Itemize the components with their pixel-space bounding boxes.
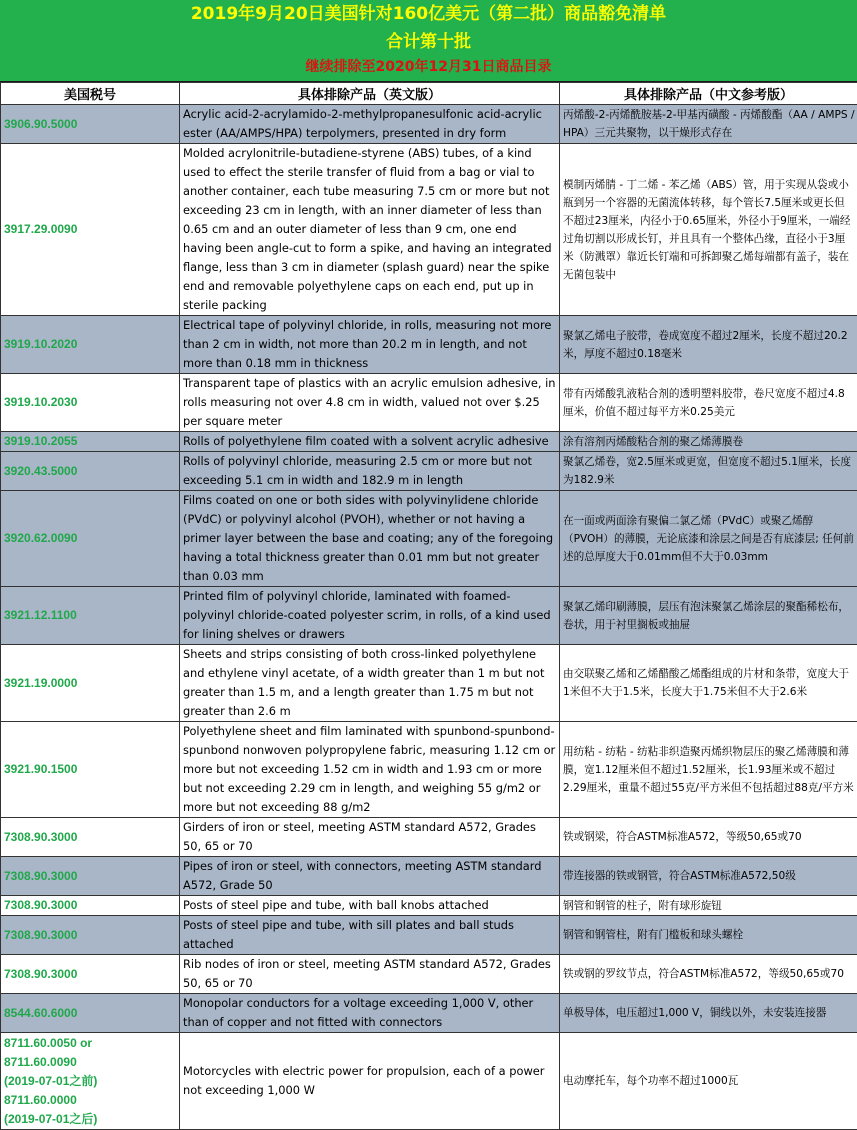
product-description-zh: 丙烯酸-2-丙烯酰胺基-2-甲基丙磺酸 - 丙烯酸酯（AA / AMPS / HPA）三元共聚物，以干燥形式存在 — [560, 105, 857, 144]
tariff-code: 3921.19.0000 — [1, 645, 180, 722]
table-row — [1, 316, 857, 374]
product-description-en: Rolls of polyvinyl chloride, measuring 2.5 cm or more but not exceeding 5.1 cm in width and 182.9 m in length — [180, 452, 560, 491]
product-description-en: Posts of steel pipe and tube, with sill plates and ball studs attached — [180, 916, 560, 955]
tariff-code: 3921.90.1500 — [1, 722, 180, 818]
product-description-zh: 用纺粘 - 纺粘 - 纺粘非织造聚丙烯织物层压的聚乙烯薄膜和薄膜，宽1.12厘米但不超过1.52厘米，长1.93厘米或不超过2.29厘米，重量不超过55克/平方米但不包括超过88克/平方米 — [560, 722, 857, 818]
product-description-en: Acrylic acid-2-acrylamido-2-methylpropanesulfonic acid-acrylic ester (AA/AMPS/HPA) terpolymers, presented in dry form — [180, 105, 560, 144]
table-row — [1, 645, 857, 722]
product-description-en: Monopolar conductors for a voltage exceeding 1,000 V, other than of copper and not fitted with connectors — [180, 994, 560, 1033]
product-description-zh: 聚氯乙烯印刷薄膜，层压有泡沫聚氯乙烯涂层的聚酯稀松布，卷状，用于衬里搁板或抽屉 — [560, 587, 857, 645]
tariff-code: 7308.90.3000 — [1, 955, 180, 994]
product-description-en: Electrical tape of polyvinyl chloride, in rolls, measuring not more than 2 cm in width, not more than 20.2 m in length, and not more than 0.18 mm in thickness — [180, 316, 560, 374]
table-row — [1, 818, 857, 857]
table-header-row — [1, 83, 857, 105]
table-row — [1, 432, 857, 452]
table-row — [1, 722, 857, 818]
product-description-zh: 聚氯乙烯卷，宽2.5厘米或更宽，但宽度不超过5.1厘米，长度为182.9米 — [560, 452, 857, 491]
product-description-zh: 单极导体，电压超过1,000 V，铜线以外，未安装连接器 — [560, 994, 857, 1033]
product-description-zh: 聚氯乙烯电子胶带，卷成宽度不超过2厘米，长度不超过20.2米，厚度不超过0.18毫米 — [560, 316, 857, 374]
table-row — [1, 1033, 857, 1130]
tariff-code: 3919.10.2020 — [1, 316, 180, 374]
product-description-en: Films coated on one or both sides with polyvinylidene chloride (PVdC) or polyvinyl alcohol (PVOH), whether or not having a primer layer between the base and coating; any of the foregoing having a total thickness greater than 0.01 mm but not greater than 0.03 mm — [180, 491, 560, 587]
table-row — [1, 374, 857, 432]
title-banner — [0, 0, 857, 82]
product-description-zh: 铁或钢的罗纹节点，符合ASTM标准A572，等级50,65或70 — [560, 955, 857, 994]
tariff-code: 3919.10.2055 — [1, 432, 180, 452]
product-description-en: Sheets and strips consisting of both cross-linked polyethylene and ethylene vinyl acetate, of a width greater than 1 m but not greater than 1.5 m, and a length greater than 1.75 m but not greater than 2.6 m — [180, 645, 560, 722]
batch-label: 合计第十批 — [0, 28, 857, 56]
table-row — [1, 857, 857, 896]
table-row — [1, 105, 857, 144]
product-description-zh: 带连接器的铁或钢管，符合ASTM标准A572,50级 — [560, 857, 857, 896]
product-description-en: Motorcycles with electric power for propulsion, each of a power not exceeding 1,000 W — [180, 1033, 560, 1130]
tariff-code: 7308.90.3000 — [1, 896, 180, 916]
product-description-en: Posts of steel pipe and tube, with ball knobs attached — [180, 896, 560, 916]
product-description-en: Pipes of iron or steel, with connectors, meeting ASTM standard A572, Grade 50 — [180, 857, 560, 896]
product-description-zh: 模制丙烯腈 - 丁二烯 - 苯乙烯（ABS）管，用于实现从袋或小瓶到另一个容器的无菌流体转移，每个管长7.5厘米或更长但不超过23厘米，内径小于0.65厘米，外径小于9厘米，一端经过角切割以形成长钉，并且具有一个整体凸缘，直径小于3厘米（防溅罩）靠近长钉端和可拆卸聚乙烯每端都有盖子，装在无菌包装中 — [560, 144, 857, 316]
product-description-zh: 电动摩托车，每个功率不超过1000瓦 — [560, 1033, 857, 1130]
tariff-code: 3919.10.2030 — [1, 374, 180, 432]
tariff-code: 3906.90.5000 — [1, 105, 180, 144]
tariff-code: 7308.90.3000 — [1, 818, 180, 857]
tariff-code: 3921.12.1100 — [1, 587, 180, 645]
document-title: 2019年9月20日美国针对160亿美元（第二批）商品豁免清单 — [0, 0, 857, 28]
extension-subtitle: 继续排除至2020年12月31日商品目录 — [0, 56, 857, 80]
column-header-english: 具体排除产品（英文版） — [180, 83, 560, 105]
product-description-zh: 由交联聚乙烯和乙烯醋酸乙烯酯组成的片材和条带，宽度大于1米但不大于1.5米，长度大于1.75米但不大于2.6米 — [560, 645, 857, 722]
product-description-zh: 钢管和钢管柱，附有门槛板和球头螺栓 — [560, 916, 857, 955]
product-description-en: Polyethylene sheet and film laminated with spunbond-spunbond-spunbond nonwoven polypropylene fabric, measuring 1.12 cm or more but not exceeding 1.52 cm in width and 1.93 cm or more but not exceeding 2.29 cm in length, and weighing 55 g/m2 or more but not exceeding 88 g/m2 — [180, 722, 560, 818]
column-header-chinese: 具体排除产品（中文参考版） — [560, 83, 857, 105]
column-header-code: 美国税号 — [1, 83, 180, 105]
tariff-code: 3920.62.0090 — [1, 491, 180, 587]
product-description-zh: 带有丙烯酸乳液粘合剂的透明塑料胶带，卷尺宽度不超过4.8厘米，价值不超过每平方米0.25美元 — [560, 374, 857, 432]
tariff-code: 7308.90.3000 — [1, 916, 180, 955]
product-description-zh: 钢管和钢管的柱子，附有球形旋钮 — [560, 896, 857, 916]
product-description-en: Rib nodes of iron or steel, meeting ASTM standard A572, Grades 50, 65 or 70 — [180, 955, 560, 994]
table-row — [1, 587, 857, 645]
tariff-code: 8711.60.0050 or 8711.60.0090 (2019-07-01之前) 8711.60.0000 (2019-07-01之后) — [1, 1033, 180, 1130]
table-row — [1, 916, 857, 955]
tariff-code: 3917.29.0090 — [1, 144, 180, 316]
tariff-code: 7308.90.3000 — [1, 857, 180, 896]
product-description-en: Printed film of polyvinyl chloride, laminated with foamed-polyvinyl chloride-coated polyester scrim, in rolls, of a kind used for lining shelves or drawers — [180, 587, 560, 645]
tariff-code: 3920.43.5000 — [1, 452, 180, 491]
tariff-code: 8544.60.6000 — [1, 994, 180, 1033]
product-description-zh: 在一面或两面涂有聚偏二氯乙烯（PVdC）或聚乙烯醇（PVOH）的薄膜，无论底漆和涂层之间是否有底漆层; 任何前述的总厚度大于0.01mm但不大于0.03mm — [560, 491, 857, 587]
product-description-en: Girders of iron or steel, meeting ASTM standard A572, Grades 50, 65 or 70 — [180, 818, 560, 857]
table-row — [1, 955, 857, 994]
product-description-zh: 铁或钢梁，符合ASTM标准A572，等级50,65或70 — [560, 818, 857, 857]
table-row — [1, 144, 857, 316]
table-row — [1, 994, 857, 1033]
product-description-en: Transparent tape of plastics with an acrylic emulsion adhesive, in rolls measuring not over 4.8 cm in width, valued not over $.25 per square meter — [180, 374, 560, 432]
table-row — [1, 452, 857, 491]
exclusion-table — [0, 82, 857, 1130]
table-row — [1, 491, 857, 587]
product-description-en: Rolls of polyethylene film coated with a solvent acrylic adhesive — [180, 432, 560, 452]
product-description-zh: 涂有溶剂丙烯酸粘合剂的聚乙烯薄膜卷 — [560, 432, 857, 452]
table-row — [1, 896, 857, 916]
product-description-en: Molded acrylonitrile-butadiene-styrene (ABS) tubes, of a kind used to effect the sterile transfer of fluid from a bag or vial to another container, each tube measuring 7.5 cm or more but not exceeding 23 cm in length, with an inner diameter of less than 0.65 cm and an outer diameter of less than 9 cm, one end having been angle-cut to form a spike, and having an integrated flange, less than 3 cm in diameter (splash guard) near the spike end and removable polyethylene caps on each end, put up in sterile packing — [180, 144, 560, 316]
